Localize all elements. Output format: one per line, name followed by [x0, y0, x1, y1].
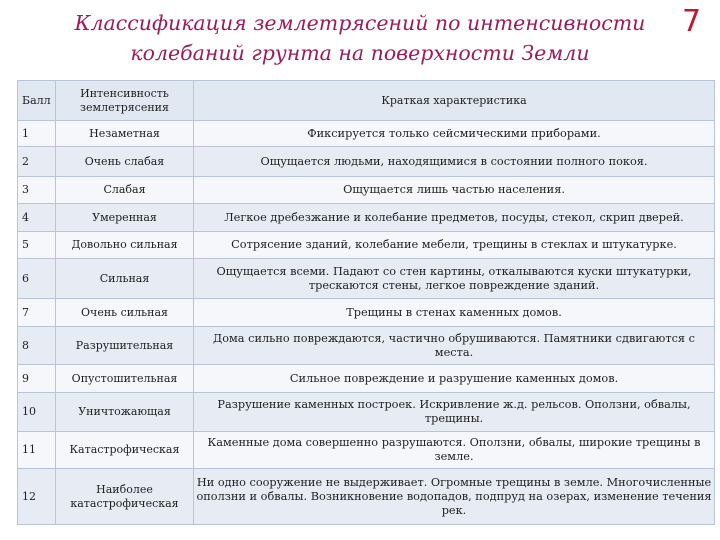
table-row	[18, 299, 715, 327]
row-score: 3	[18, 177, 56, 204]
row-description: Ни одно сооружение не выдерживает. Огромные трещины в земле. Многочисленные оползни и обвалы. Возникновение водопадов, подпруд на озерах, изменение течения рек.	[194, 469, 715, 525]
table-row	[18, 147, 715, 177]
row-description: Ощущается лишь частью населения.	[194, 177, 715, 204]
row-description: Каменные дома совершенно разрушаются. Оползни, обвалы, широкие трещины в земле.	[194, 432, 715, 469]
row-intensity: Опустошительная	[56, 365, 194, 393]
row-intensity: Сильная	[56, 259, 194, 299]
table-row	[18, 259, 715, 299]
row-description: Разрушение каменных построек. Искривление ж.д. рельсов. Оползни, обвалы, трещины.	[194, 393, 715, 432]
row-intensity: Разрушительная	[56, 327, 194, 365]
row-score: 12	[18, 469, 56, 525]
row-description: Сотрясение зданий, колебание мебели, трещины в стеклах и штукатурке.	[194, 232, 715, 259]
table-row	[18, 121, 715, 147]
table-row	[18, 204, 715, 232]
row-intensity: Довольно сильная	[56, 232, 194, 259]
slide-title	[60, 8, 660, 68]
row-score: 11	[18, 432, 56, 469]
table-row	[18, 365, 715, 393]
row-intensity: Очень сильная	[56, 299, 194, 327]
row-intensity: Слабая	[56, 177, 194, 204]
row-description: Трещины в стенах каменных домов.	[194, 299, 715, 327]
table-row	[18, 432, 715, 469]
row-intensity: Умеренная	[56, 204, 194, 232]
row-score: 5	[18, 232, 56, 259]
row-description: Фиксируется только сейсмическими приборами.	[194, 121, 715, 147]
header-intensity: Интенсивность землетрясения	[56, 81, 194, 121]
row-intensity: Незаметная	[56, 121, 194, 147]
row-score: 4	[18, 204, 56, 232]
header-description: Краткая характеристика	[194, 81, 715, 121]
row-score: 10	[18, 393, 56, 432]
row-intensity: Очень слабая	[56, 147, 194, 177]
row-intensity: Катастрофическая	[56, 432, 194, 469]
row-score: 2	[18, 147, 56, 177]
row-score: 9	[18, 365, 56, 393]
row-description: Сильное повреждение и разрушение каменных домов.	[194, 365, 715, 393]
slide-title-line-1: Классификация землетрясений по интенсивности	[74, 11, 646, 35]
row-description: Легкое дребезжание и колебание предметов, посуды, стекол, скрип дверей.	[194, 204, 715, 232]
table-row	[18, 177, 715, 204]
page-number: 7	[682, 4, 702, 39]
earthquake-classification-table	[17, 80, 715, 525]
table-row	[18, 327, 715, 365]
slide-title-line-2: колебаний грунта на поверхности Земли	[130, 41, 590, 65]
row-description: Ощущается людьми, находящимися в состоянии полного покоя.	[194, 147, 715, 177]
table-row	[18, 469, 715, 525]
row-score: 6	[18, 259, 56, 299]
table-row	[18, 232, 715, 259]
row-intensity: Наиболее катастрофическая	[56, 469, 194, 525]
row-intensity: Уничтожающая	[56, 393, 194, 432]
row-description: Дома сильно повреждаются, частично обрушиваются. Памятники сдвигаются с места.	[194, 327, 715, 365]
header-score: Балл	[18, 81, 56, 121]
row-score: 1	[18, 121, 56, 147]
row-score: 7	[18, 299, 56, 327]
table-header-row	[18, 81, 715, 121]
row-description: Ощущается всеми. Падают со стен картины, откалываются куски штукатурки, трескаются стены, легкое повреждение зданий.	[194, 259, 715, 299]
row-score: 8	[18, 327, 56, 365]
table-row	[18, 393, 715, 432]
